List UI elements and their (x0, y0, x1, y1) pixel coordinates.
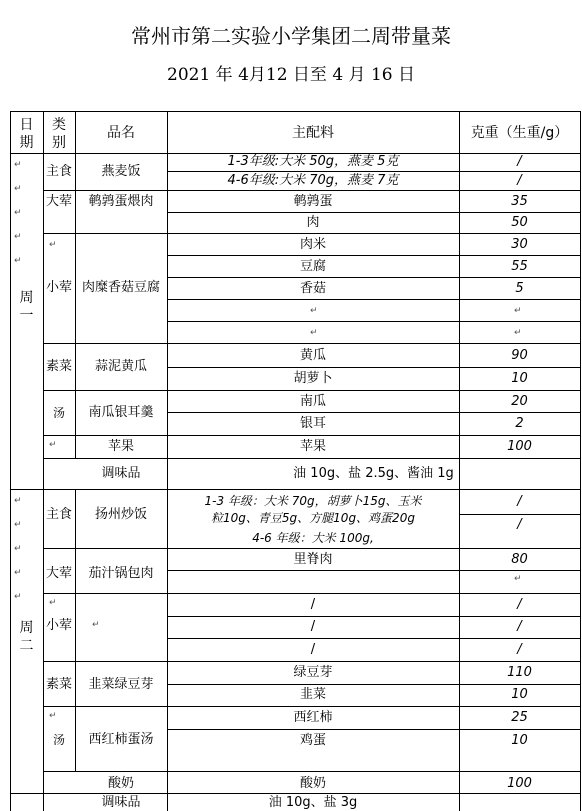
header-ingredients: 主配料 (292, 125, 334, 141)
week1-soup-ingredient-1: 南瓜 (299, 394, 326, 409)
week1-fruit-weight: 100 (507, 439, 532, 454)
week2-staple-dish: 扬州炒饭 (94, 507, 147, 522)
week2-vegetable-ingredient-1: 绿豆芽 (293, 665, 333, 680)
week1-small-meat-ingredient-3: 香菇 (299, 281, 326, 296)
week2-soup-ingredient-2: 鸡蛋 (299, 733, 326, 748)
week1-fruit-dish: 苹果 (107, 439, 134, 454)
week1-big-meat-weight-2: 50 (511, 215, 528, 230)
week1-vegetable-ingredient-1: 黄瓜 (299, 348, 326, 363)
week2-big-meat-category: 大荤 (45, 566, 72, 581)
paragraph-mark: ↵ (14, 568, 22, 578)
week1-big-meat-dish: 鹌鹑蛋煨肉 (88, 194, 154, 209)
week1-staple-weight-1: / (517, 154, 522, 169)
paragraph-mark: ↵ (14, 592, 22, 602)
paragraph-mark: ↵ (310, 328, 318, 338)
week1-soup-ingredient-2: 银耳 (299, 416, 326, 431)
week1-vegetable-ingredient-2: 胡萝卜 (293, 371, 333, 386)
week1-vegetable-weight-1: 90 (511, 348, 528, 363)
paragraph-mark: ↵ (92, 620, 100, 630)
week1-staple-weight-2: / (517, 173, 522, 188)
week1-big-meat-category: 大荤 (45, 194, 72, 209)
week2-vegetable-weight-1: 110 (507, 665, 532, 680)
week2-staple-ingredient-line-2: 粒10g、青豆5g、方腿10g、鸡蛋20g (211, 511, 415, 525)
paragraph-mark: ↵ (514, 306, 522, 316)
paragraph-mark: ↵ (49, 440, 57, 450)
week2-yogurt-weight: 100 (507, 776, 532, 791)
week2-seasoning-text: 油 10g、盐 3g (268, 795, 358, 810)
week1-staple-category: 主食 (45, 164, 72, 179)
paragraph-mark: ↵ (14, 256, 22, 266)
week2-day-label-1: 周 (19, 620, 34, 636)
week1-vegetable-weight-2: 10 (511, 371, 528, 386)
week2-vegetable-dish: 韭菜绿豆芽 (88, 677, 154, 692)
paragraph-mark: ↵ (14, 160, 22, 170)
paragraph-mark: ↵ (14, 208, 22, 218)
week2-staple-ingredient-line-3: 4-6 年级：大米 100g, (252, 531, 374, 545)
week2-small-meat-ingredient-2: / (310, 619, 316, 634)
week2-small-meat-ingredient-1: / (310, 597, 316, 612)
week2-soup-dish: 西红柿蛋汤 (88, 732, 154, 747)
week1-big-meat-ingredient-1: 鹌鹑蛋 (293, 194, 333, 209)
header-weight: 克重（生重/g） (470, 125, 569, 141)
week2-small-meat-ingredient-3: / (310, 642, 316, 657)
week1-soup-dish: 南瓜银耳羹 (88, 405, 154, 420)
week1-soup-category: 汤 (52, 406, 65, 420)
paragraph-mark: ↵ (14, 232, 22, 242)
header-category-1: 类 (52, 117, 66, 133)
week1-small-meat-dish: 肉糜香菇豆腐 (81, 280, 160, 295)
week1-small-meat-weight-2: 55 (511, 259, 528, 274)
week1-day-label-2: 一 (19, 308, 34, 324)
week2-yogurt-ingredient: 酸奶 (299, 776, 326, 791)
week1-vegetable-dish: 蒜泥黄瓜 (94, 359, 147, 374)
week2-big-meat-dish: 茄汁锅包肉 (88, 566, 154, 581)
week2-yogurt-dish: 酸奶 (107, 776, 134, 791)
week1-seasoning-text: 油 10g、盐 2.5g、酱油 1g (293, 466, 454, 481)
week2-big-meat-weight: 80 (511, 552, 528, 567)
week2-vegetable-ingredient-2: 韭菜 (299, 687, 326, 702)
week1-seasoning-label: 调味品 (101, 466, 141, 481)
week1-soup-weight-2: 2 (515, 416, 524, 431)
week1-staple-dish: 燕麦饭 (101, 164, 141, 179)
week2-small-meat-weight-2: / (517, 619, 522, 634)
week1-small-meat-ingredient-2: 豆腐 (299, 259, 326, 274)
week1-vegetable-category: 素菜 (45, 359, 72, 374)
header-category-2: 别 (52, 135, 66, 151)
week2-soup-category: 汤 (52, 733, 65, 747)
week2-staple-weight-1: / (517, 494, 522, 509)
week2-soup-weight-1: 25 (511, 710, 528, 725)
week2-small-meat-category: 小荤 (45, 618, 72, 633)
week2-seasoning-label: 调味品 (101, 795, 141, 810)
week1-big-meat-ingredient-2: 肉 (306, 215, 320, 230)
week2-staple-category: 主食 (45, 507, 72, 522)
paragraph-mark: ↵ (310, 306, 318, 316)
menu-title: 常州市第二实验小学集团二周带量菜 (131, 24, 451, 48)
date-range: 2021 年 4月12 日至 4 月 16 日 (167, 65, 415, 85)
paragraph-mark: ↵ (49, 240, 57, 250)
paragraph-mark: ↵ (49, 598, 57, 608)
week2-staple-ingredient-line-1: 1-3 年级：大米 70g，胡萝卜15g、玉米 (204, 494, 422, 508)
week1-fruit-ingredient: 苹果 (299, 439, 326, 454)
week1-staple-ingredient-1: 1-3年级:大米 50g，燕麦 5克 (227, 154, 399, 169)
week2-soup-ingredient-1: 西红柿 (293, 710, 333, 725)
paragraph-mark: ↵ (514, 328, 522, 338)
paragraph-mark: ↵ (49, 711, 57, 721)
week2-vegetable-category: 素菜 (45, 677, 72, 692)
paragraph-mark: ↵ (14, 544, 22, 554)
week2-big-meat-ingredient: 里脊肉 (293, 552, 333, 567)
week2-small-meat-weight-1: / (517, 597, 522, 612)
week2-vegetable-weight-2: 10 (511, 687, 528, 702)
week1-soup-weight-1: 20 (511, 394, 528, 409)
week2-soup-weight-2: 10 (511, 733, 528, 748)
week1-staple-ingredient-2: 4-6年级:大米 70g，燕麦 7克 (227, 173, 399, 188)
week2-small-meat-weight-3: / (517, 642, 522, 657)
header-day-1: 日 (19, 117, 34, 133)
header-dish-name: 品名 (107, 125, 135, 141)
week2-day-label-2: 二 (19, 638, 34, 654)
paragraph-mark: ↵ (14, 520, 22, 530)
paragraph-mark: ↵ (14, 496, 22, 506)
week1-small-meat-ingredient-1: 肉米 (299, 237, 326, 252)
paragraph-mark: ↵ (14, 184, 22, 194)
week1-small-meat-category: 小荤 (45, 280, 72, 295)
week1-small-meat-weight-3: 5 (515, 281, 524, 296)
paragraph-mark: ↵ (514, 574, 522, 584)
week1-big-meat-weight-1: 35 (511, 194, 528, 209)
header-day-2: 期 (19, 135, 34, 151)
week1-day-label-1: 周 (19, 290, 34, 306)
week2-staple-weight-2: / (517, 517, 522, 532)
week1-small-meat-weight-1: 30 (511, 237, 528, 252)
